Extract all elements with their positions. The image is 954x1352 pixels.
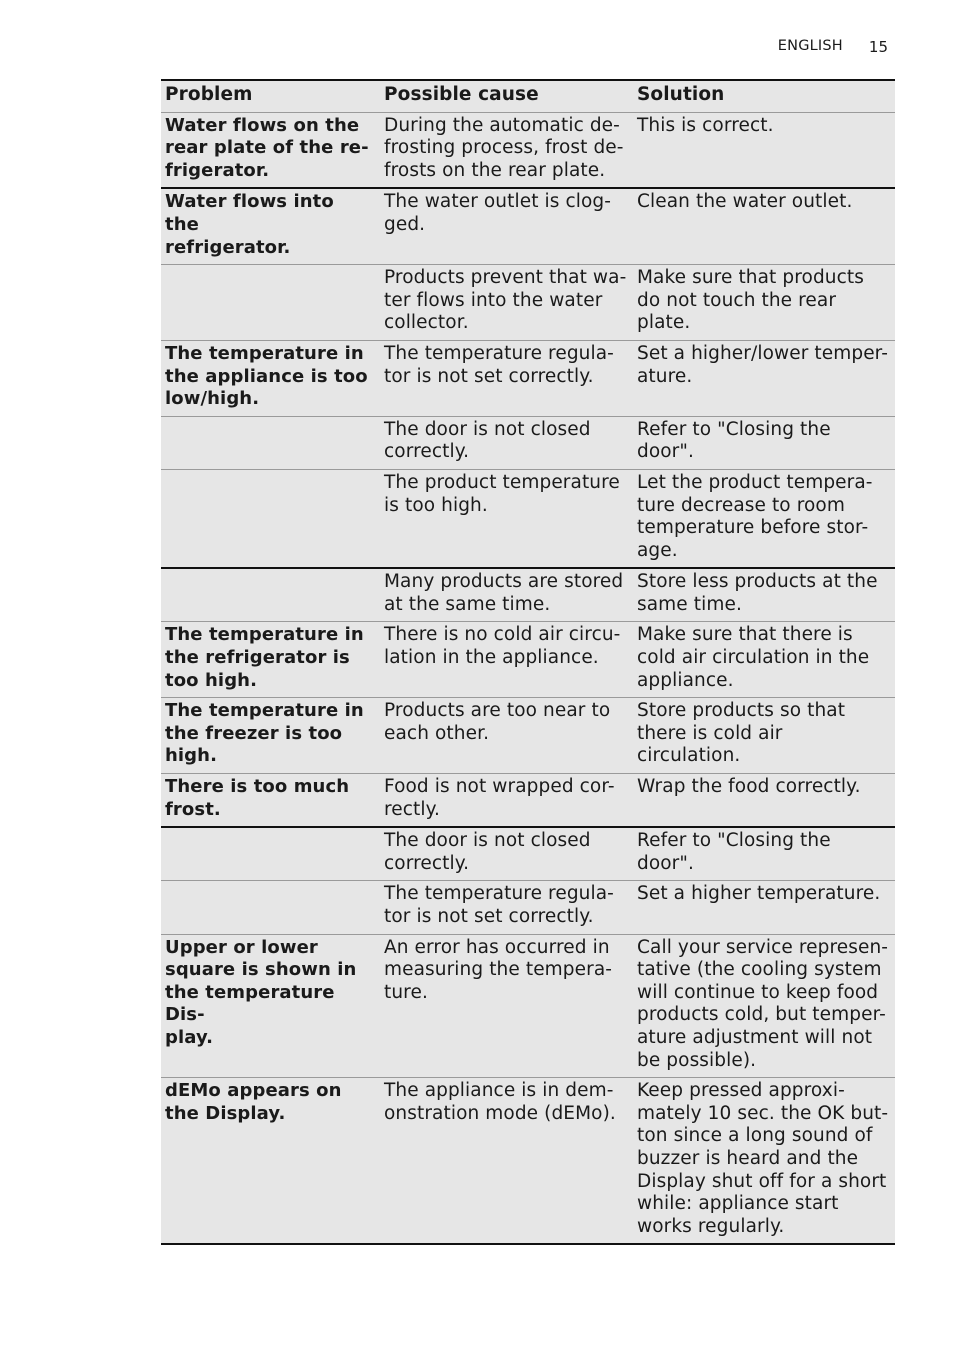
solution-cell: Set a higher temperature.: [637, 883, 881, 905]
problem-cell: [161, 417, 380, 469]
table-row: [161, 567, 895, 621]
problem-cell: [161, 828, 380, 880]
table-row: [161, 773, 895, 826]
table-row: [161, 340, 895, 416]
problem-cell: [161, 881, 380, 933]
problem-cell: dEMo appears on the Display.: [165, 1080, 342, 1124]
problem-cell: The temperature in the appliance is too low/high.: [165, 342, 368, 410]
cause-cell: During the automatic de- frosting process, frost de- frosts on the rear plate.: [384, 114, 624, 181]
table-row: [161, 469, 895, 567]
table-row: [161, 621, 895, 697]
solution-cell: Refer to "Closing the door".: [637, 830, 831, 874]
cause-cell: Many products are stored at the same time.: [384, 571, 624, 615]
problem-cell: [161, 569, 380, 621]
solution-cell: Call your service represen- tative (the cooling system will continue to keep food products cold, but temper- ature adjustment will not be possible).: [637, 936, 889, 1071]
solution-cell: Wrap the food correctly.: [637, 776, 861, 798]
cause-cell: The appliance is in dem- onstration mode (dEMo).: [384, 1080, 616, 1124]
solution-cell: Refer to "Closing the door".: [637, 418, 831, 463]
problem-cell: [161, 265, 380, 340]
solution-cell: This is correct.: [637, 114, 774, 136]
table-row: [161, 934, 895, 1078]
troubleshooting-table: [161, 79, 895, 1245]
solution-cell: Store less products at the same time.: [637, 571, 878, 615]
problem-cell: The temperature in the freezer is too high.: [165, 700, 364, 767]
column-header-problem: Problem: [165, 84, 253, 105]
solution-cell: Set a higher/lower temper- ature.: [637, 342, 888, 387]
problem-cell: Water flows into the refrigerator.: [165, 191, 334, 258]
cause-cell: Food is not wrapped cor- rectly.: [384, 776, 615, 820]
table-row: [161, 113, 895, 188]
solution-cell: Keep pressed approxi- mately 10 sec. the OK but- ton since a long sound of buzzer is heard and the Display shut off for a short while: appliance start works regularly.: [637, 1080, 889, 1237]
solution-cell: Make sure that products do not touch the rear plate.: [637, 267, 864, 334]
problem-cell: Upper or lower square is shown in the temperature Dis- play.: [165, 936, 357, 1048]
cause-cell: Products prevent that wa- ter flows into the water collector.: [384, 267, 627, 334]
language-label: ENGLISH: [777, 38, 843, 54]
table-row: [161, 187, 895, 264]
problem-cell: There is too much frost.: [165, 776, 350, 820]
table-row: [161, 416, 895, 469]
cause-cell: An error has occurred in measuring the tempera- ture.: [384, 936, 613, 1003]
column-header-cause: Possible cause: [384, 84, 539, 105]
solution-cell: Make sure that there is cold air circulation in the appliance.: [637, 624, 870, 691]
cause-cell: The water outlet is clog- ged.: [384, 191, 612, 235]
solution-cell: Clean the water outlet.: [637, 191, 853, 213]
problem-cell: The temperature in the refrigerator is too high.: [165, 624, 364, 691]
table-row: [161, 880, 895, 933]
page-header: [778, 38, 888, 56]
cause-cell: The product temperature is too high.: [384, 471, 620, 516]
table-header-row: [161, 81, 895, 113]
table-row: [161, 697, 895, 773]
problem-cell: [161, 470, 380, 567]
cause-cell: The door is not closed correctly.: [384, 418, 591, 463]
cause-cell: There is no cold air circu- lation in the appliance.: [384, 624, 621, 669]
cause-cell: The temperature regula- tor is not set correctly.: [384, 342, 614, 387]
solution-cell: Store products so that there is cold air circulation.: [637, 700, 846, 767]
cause-cell: The door is not closed correctly.: [384, 830, 591, 874]
table-row: [161, 1077, 895, 1243]
table-row: [161, 826, 895, 880]
cause-cell: Products are too near to each other.: [384, 700, 611, 744]
cause-cell: The temperature regula- tor is not set correctly.: [384, 883, 614, 927]
table-row: [161, 264, 895, 340]
problem-cell: Water flows on the rear plate of the re- frigerator.: [165, 114, 369, 181]
page-number: 15: [868, 38, 888, 56]
solution-cell: Let the product tempera- ture decrease to room temperature before stor- age.: [637, 471, 873, 561]
column-header-solution: Solution: [637, 84, 725, 105]
